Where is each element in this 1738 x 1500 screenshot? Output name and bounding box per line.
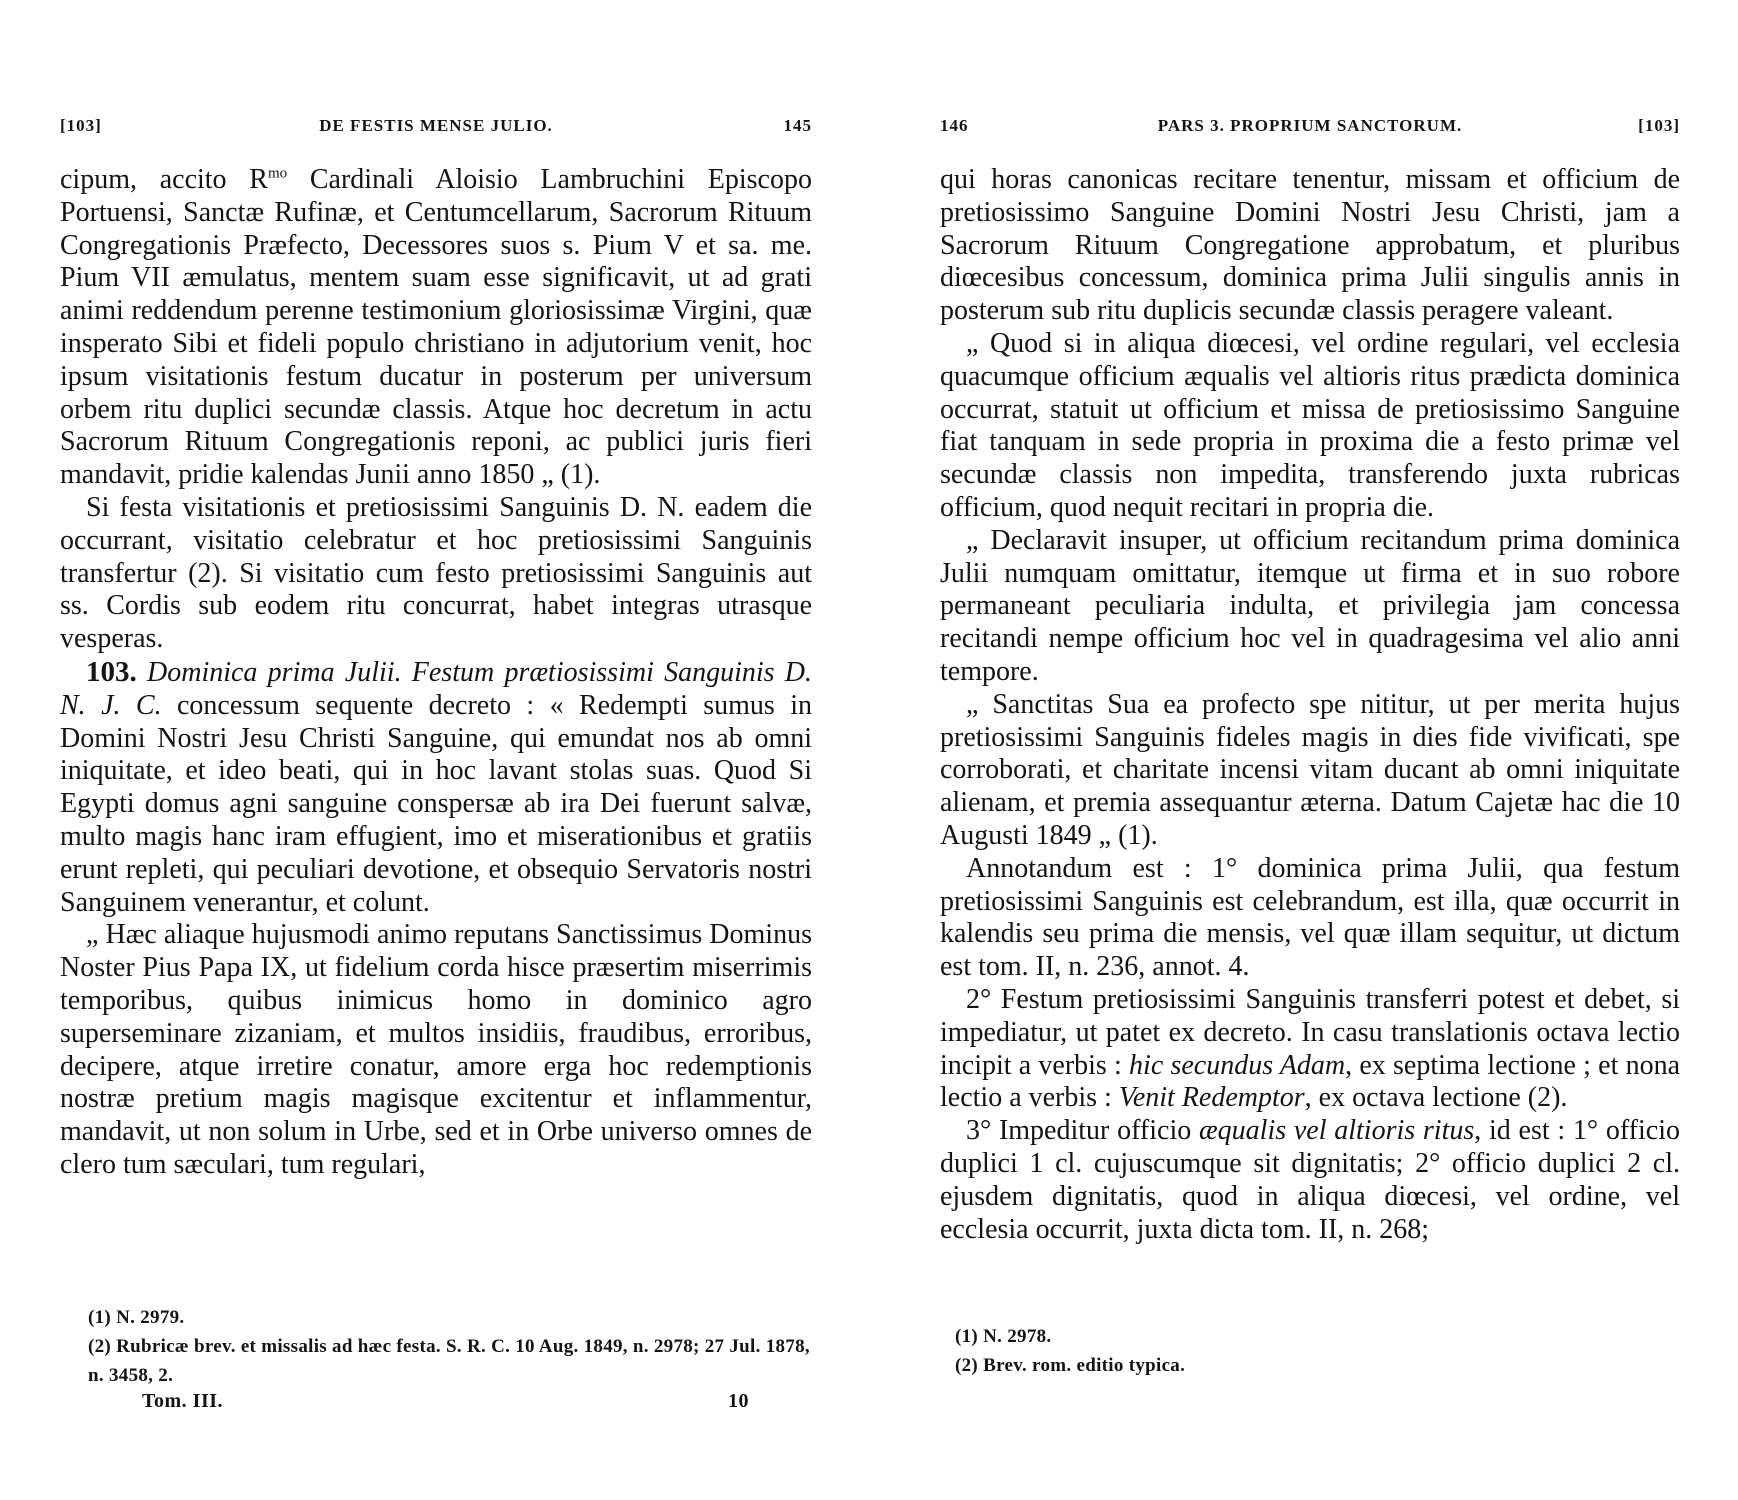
page-number: 146 <box>940 116 969 135</box>
entry-heading: Dominica prima Julii. Festum prætiosissimi Sanguinis D. N. J. C. <box>60 656 813 721</box>
running-header <box>60 116 812 144</box>
entry-number: 103. <box>86 655 137 688</box>
footnote: (2) Brev. rom. editio typica. <box>955 1355 1186 1376</box>
footnotes <box>955 1322 1680 1380</box>
running-title: DE FESTIS MENSE JULIO. <box>319 116 553 135</box>
right-page <box>940 0 1680 1500</box>
signature-number: 10 <box>728 1390 749 1412</box>
printer-signature <box>60 1390 812 1420</box>
paragraph: „ Quod si in aliqua diœcesi, vel ordine regulari, vel ecclesia quacumque officium æqualis vel altioris ritus prædicta dominica occurrat, statuit ut officium et missa de pretiosissimo Sanguine fiat tanquam in sede propria in proxima die a festo primæ vel secundæ classis non impedita, transferendo juxta rubricas officium, quod nequit recitari in propria die. <box>940 327 1680 523</box>
footnote: (1) N. 2978. <box>955 1326 1052 1347</box>
section-number: [103] <box>60 116 102 135</box>
paragraph: „ Sanctitas Sua ea profecto spe nititur, ut per merita hujus pretiosissimi Sanguinis fideles magis in dies fide vivificati, spe corroborati, et charitate incensi vitam ducant ab omni iniquitate alienam, et premia assequantur æterna. Datum Cajetæ hac die 10 Augusti 1849 „ (1). <box>940 688 1680 851</box>
footnotes <box>88 1303 812 1390</box>
page-number: 145 <box>783 116 812 135</box>
volume-label: Tom. III. <box>142 1390 224 1412</box>
paragraph: 3° Impeditur officio æqualis vel altioris ritus, id est : 1° officio duplici 1 cl. cujuscumque sit dignitatis; 2° officio duplici 2 cl. ejusdem dignitatis, quod in aliqua diœcesi, vel ordine, vel ecclesia occurrit, juxta dicta tom. II, n. 268; <box>940 1115 1680 1245</box>
entry-text: concessum sequente decreto : « Redempti sumus in Domini Nostri Jesu Christi Sanguine, qui emundat nos ab omni iniquitate, et ideo beati, qui in hoc lavant stolas suas. Quod Si Egypti domus agni sanguine conspersæ ab ira Dei fuerunt salvæ, multo magis hanc iram effugient, imo et miserationibus et gratiis erunt repleti, qui peculiari devotione, et obsequio Servatoris nostri Sanguinem venerantur, et colunt. <box>60 689 813 918</box>
paragraph: Si festa visitationis et pretiosissimi Sanguinis D. N. eadem die occurrant, visitatio celebratur et hoc pretiosissimi Sanguinis transfertur (2). Si visitatio cum festo pretiosissimi Sanguinis aut ss. Cordis sub eodem ritu concurrat, habet integras utrasque vesperas. <box>60 491 812 655</box>
body-text <box>60 164 812 1182</box>
running-title: PARS 3. PROPRIUM SANCTORUM. <box>1157 116 1463 135</box>
paragraph: 2° Festum pretiosissimi Sanguinis transferri potest et debet, si impediatur, ut patet ex decreto. In casu translationis octava lectio incipit a verbis : hic secundus Adam, ex septima lectione ; et nona lectio a verbis : Venit Redemptor, ex octava lectione (2). <box>940 983 1680 1114</box>
left-page <box>60 0 812 1500</box>
paragraph: qui horas canonicas recitare tenentur, missam et officium de pretiosissimo Sanguine Domini Nostri Jesu Christi, jam a Sacrorum Rituum Congregatione approbatum, et pluribus diœcesibus concessum, dominica prima Julii singulis annis in posterum sub ritu duplicis secundæ classis peragere valeant. <box>940 164 1680 327</box>
running-header <box>940 116 1680 144</box>
footnote: (2) Rubricæ brev. et missalis ad hæc festa. S. R. C. 10 Aug. 1849, n. 2978; 27 Jul. 1878, n. 3458, 2. <box>88 1336 810 1386</box>
entry-paragraph <box>60 656 812 919</box>
section-number: [103] <box>1638 116 1680 135</box>
paragraph: „ Declaravit insuper, ut officium recitandum prima dominica Julii numquam omittatur, itemque ut firma et in suo robore permaneant peculiaria indulta, et privilegia jam concessa recitandi nempe officium hoc vel in quadragesima vel alio anni tempore. <box>940 524 1680 687</box>
paragraph: cipum, accito $R^{mo}$ Cardinali Aloisio Lambruchini Episcopo Portuensi, Sanctæ Rufinæ, et Centumcellarum, Sacrorum Rituum Congregationis Præfecto, Decessores suos s. Pium V et sa. me. Pium VII æmulatus, mentem suam esse significavit, ut ad grati animi reddendum perenne testimonium gloriosissimæ Virgini, quæ insperato Sibi et fideli populo christiano in adjutorium venit, hoc ipsum visitationis festum ducatur in posterum per universum orbem ritu duplici secundæ classis. Atque hoc decretum in actu Sacrorum Rituum Congregationis reponi, ac publici juris fieri mandavit, pridie kalendas Junii anno 1850 „ (1). <box>60 164 812 491</box>
paragraph: Annotandum est : 1° dominica prima Julii, qua festum pretiosissimi Sanguinis est celebrandum, est illa, quæ occurrit in kalendis seu prima die mensis, vel quæ illam sequitur, ut dictum est tom. II, n. 236, annot. 4. <box>940 852 1680 983</box>
paragraph: „ Hæc aliaque hujusmodi animo reputans Sanctissimus Dominus Noster Pius Papa IX, ut fidelium corda hisce præsertim miserrimis temporibus, quibus inimicus homo in dominico agro superseminare zizaniam, et multos insidiis, fraudibus, erroribus, decipere, atque irretire conatur, amore erga hoc redemptionis nostræ pretium magis magisque excitentur et inflammentur, mandavit, ut non solum in Urbe, sed et in Orbe universo omnes de clero tum sæculari, tum regulari, <box>60 919 812 1180</box>
body-text <box>940 164 1680 1246</box>
footnote: (1) N. 2979. <box>88 1307 185 1328</box>
